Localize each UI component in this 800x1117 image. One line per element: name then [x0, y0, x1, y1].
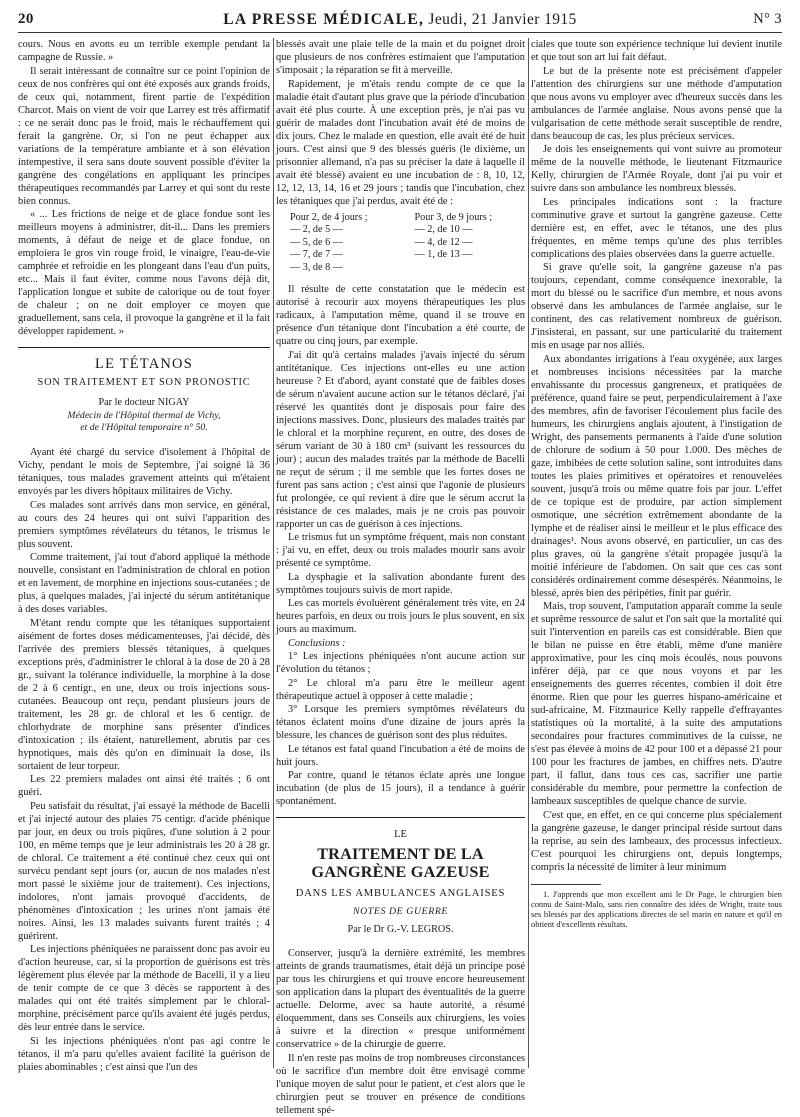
table-row — [276, 212, 525, 225]
col1-continued-text — [18, 38, 270, 338]
table-cell — [401, 262, 526, 275]
paragraph: C'est que, en effet, en ce qui concerne plus spécialement la gangrène gazeuse, le danger principal réside surtout dans la reprise, au sein des lambeaux, des processus infectieux. C'est pourquoi les chirurgiens ont, depuis longtemps, compris la nécessité de limiter à leur minimum — [531, 809, 782, 873]
col2-middle-text — [276, 283, 525, 636]
paragraph: Si les injections phéniquées n'ont pas agi contre le tétanos, il m'a paru qu'elles avaient facilité la guérison de plaies abominables ; c'est ainsi que l'un des — [18, 1035, 270, 1073]
paragraph: Peu satisfait du résultat, j'ai essayé la méthode de Bacelli et j'ai injecté autour des plaies 75 centigr. d'acide phénique par jour, en deux ou trois piqûres, d'une solution à 2 pour 100, en même temps que je leur administrais les 20 à 28 gr. de chloral. Ce traitement a été continué chez ceux qui ont survécu pendant sept jours (or, aucun de nos malades n'est mort passé le sixième jour de traitement). Ces injections, indolores, n'ont jamais provoqué d'accidents, de phénomènes d'intoxication ; les urines n'ont jamais été noires. Ainsi, les 13 malades suivants furent traités ; 4 guérirent. — [18, 800, 270, 942]
paragraph: Par contre, quand le tétanos éclate après une longue incubation (de plus de 15 jours), il a tendance à guérir spontanément. — [276, 770, 525, 808]
journal-name: LA PRESSE MÉDICALE, — [223, 11, 425, 28]
paragraph: ciales que toute son expérience technique lui devient inutile et que tout son art lui fait défaut. — [531, 39, 782, 63]
incubation-table — [276, 212, 525, 275]
paragraph: Je dois les enseignements qui vont suivre au promoteur même de la nouvelle méthode, le lieutenant Fitzmaurice Kelly, chirurgien de l'Armée Royale, dont j'ai pu voir et suivre dans son ambulance les nombreux blessés. — [531, 144, 782, 194]
article1-body — [18, 446, 270, 1074]
conclusions-list — [276, 650, 525, 808]
journal-title — [18, 11, 782, 29]
paragraph: J'ai dit qu'à certains malades j'avais injecté du sérum antitétanique. Ces injections ont-elles eu une action heureuse ? Et d'abord, ayant constaté que de faibles doses de sérum n'avaient aucune action sur le tétanos déclaré, j'ai réservé les quantités dont je disposais pour faire des injections massives. Donc, plusieurs des malades traités par le chloral et la morphine reçurent, en outre, des doses de sérum variant de 30 à 180 cm³ (suivant les ressources du jour) ; aucun des malades traités par la méthode de Bacelli ne reçut de sérum ; il me semble que les fortes doses ne furent pas sans action ; c'est ainsi que l'agonie de plusieurs fut prolongée, ce qui revient à dire que le sérum accrut la résistance de ces malades, mais je ne crois pas pouvoir rapporter un cas de guérison à ces injections. — [276, 349, 525, 530]
paragraph: Rapidement, je m'étais rendu compte de ce que la maladie était d'autant plus grave que la période d'incubation avait été plus courte. À une exception près, je n'ai pas vu guérir de malades dont l'incubation avait été de moins de dix jours. Chez le malade en question, elle avait été de huit jours. C'est ainsi que 9 des blessés guéris (le dixième, un prisonnier allemand, n'a pas su préciser la date à laquelle il avait été blessé) avaient eu une incubation de : 8, 10, 12, 12, 12, 13, 14, 16 et 29 jours ; tandis que l'incubation, chez les tétaniques que j'ai perdus, avait été de : — [276, 78, 525, 207]
article1-affiliation — [18, 410, 270, 434]
footnote: 1. J'apprends que mon excellent ami le Dr Page, le chirurgien bien connu de Saint-Malo, sans rien connaître des idées de Wright, traite tous ses blessés par des applications directes de sel marin en nature et qu'il en obtient d'excellents résultats. — [531, 889, 782, 930]
article2-le: LE — [394, 829, 407, 841]
paragraph: Ces malades sont arrivés dans mon service, en général, au cours des 24 heures qui ont suivi l'apparition des premiers symptômes révélateurs du tétanos, le trismus le plus souvent. — [18, 499, 270, 550]
article2-title: TRAITEMENT DE LA GANGRÈNE GAZEUSE — [311, 845, 490, 882]
paragraph: « ... Les frictions de neige et de glace fondue sont les meilleurs moyens à administrer, dit-il... Dans les premiers moments, à défaut de neige et de glace fondue, on emploiera le gros vin rouge froid, le vinaigre, l'eau-de-vie camphrée et refroidie en les plongeant dans l'eau d'un puits, etc... Mais il faut éviter, comme nous l'avons déjà dit, l'application longue et subite de calorique ou de tout foyer de chaleur ; on ne doit employer ce moyen que graduellement, sans cela, il provoque la gangrène et il la fait développer rapidement. » — [18, 209, 270, 337]
table-cell: — 4, de 12 — — [414, 236, 473, 248]
article-separator — [18, 347, 270, 348]
paragraph: Conserver, jusqu'à la dernière extrémité, les membres atteints de grands traumatismes, était déjà un principe posé par tous les chirurgiens et qui trouve encore heureusement son application dans la plupart des éventualités de la guerre actuelle. Delorme, avec sa haute autorité, a résumé éloquemment, dans ses Conseils aux chirurgiens, les voies à suivre et la direction « presque uniformément conservatrice » de la chirurgie de guerre. — [276, 948, 525, 1051]
article2-subtitle: DANS LES AMBULANCES ANGLAISES — [295, 888, 506, 900]
affiliation-line-1: Médecin de l'Hôpital thermal de Vichy, — [67, 410, 221, 421]
paragraph: Il serait intéressant de connaître sur ce point l'opinion de ceux de nos confrères qui ont été exposés aux grands froids, de ceux qui, notamment, firent partie de l'expédition Charcot. Mais on vient de voir que Larrey est très affirmatif : ce ne serait donc pas le froid, mais le réchauffement qui ferait la gangrène. Or, si l'on ne peut échapper aux variations de la température ambiante et à son élévation intempestive, il sera sans doute souvent possible d'éviter la gangrène des congélations en appliquant les principes thérapeutiques recommandés par Larrey et qui sont du reste bien connus. — [18, 65, 270, 207]
paragraph: 2° Le chloral m'a paru être le meilleur agent thérapeutique actuel à opposer à cette maladie ; — [276, 677, 525, 702]
article1-author: Par le docteur NIGAY — [98, 397, 190, 408]
column-2 — [276, 38, 525, 1116]
paragraph: Les 22 premiers malades ont ainsi été traités ; 6 ont guéri. — [18, 774, 270, 798]
article2-body — [276, 947, 525, 1117]
table-row — [276, 224, 525, 237]
table-row — [276, 262, 525, 275]
issue-number: N° 3 — [753, 11, 782, 27]
paragraph: Comme traitement, j'ai tout d'abord appliqué la méthode nouvelle, consistant en l'administration de chloral en potion et en lavement, de morphine en injections sous-cutanées ; de plus, à quelques malades, j'ai injecté du sérum antitétanique à des doses variables. — [18, 552, 270, 615]
issue-date: Jeudi, 21 Janvier 1915 — [428, 11, 577, 28]
table-cell: — 5, de 6 — — [290, 236, 343, 248]
table-cell: — 2, de 5 — — [290, 224, 343, 236]
column-1 — [18, 38, 270, 1076]
paragraph: M'étant rendu compte que les tétaniques supportaient aisément de fortes doses médicamenteuses, j'ai décidé, dès l'arrivée des premiers blessés tétaniques, à quelques exceptions près, d'administrer le chloral à la dose de 20 à 28 gr., suivant la tolérance individuelle, la morphine à la dose de 2 à 6 centigr., en une, deux ou trois injections sous-cutanées. Beaucoup ont reçu, pendant plusieurs jours de traitement, les 28 gr. de chloral et les 6 centigr. de chlorhydrate de morphine sans présenter d'indices d'intoxication ; ils étaient, naturellement, abrutis par ces hypnotiques, mais dès qu'on en diminuait la dose, ils sortaient de leur torpeur. — [18, 617, 270, 772]
paragraph: Si grave qu'elle soit, la gangrène gazeuse n'a pas toujours, cependant, comme conséquence inexorable, la mort du blessé ou le sacrifice d'un membre, et nous avons observé dans les ambulances de l'armée anglaise, sur le continent, des cas relativement nombreux de guérison. J'insisterai, en passant, sur une particularité du traitement mis en usage par nos alliés. — [531, 262, 782, 351]
paragraph: Il n'en reste pas moins de trop nombreuses circonstances où le sacrifice d'un membre doit être envisagé comme l'unique moyen de salut pour le patient, et c'est alors que le chirurgien peut se trouver en présence de conditions tellement spé- — [276, 1052, 525, 1116]
paragraph: Les cas mortels évoluèrent généralement très vite, en 24 heures parfois, en deux ou trois jours le plus souvent, en six jours au maximum. — [276, 598, 525, 636]
paragraph: Mais, trop souvent, l'amputation apparaît comme la seule et suprême ressource de salut et l'on sait que la mortalité qui suit l'intervention en pareils cas est considérable. Bien que le bilan ne puisse en être établi, même d'une manière approximative, pour les cinq mois écoulés, nous pouvons inférer déjà, par ce que nous voyons et par les enseignements des guerres récentes, combien il doit être énorme. Rien que pour les guerres hispano-américaine et sud-africaine, M. Fitzmaurice Kelly rappelle d'effrayantes statistiques où la mortalité, à la suite des amputations secondaires pour fractures comminutives de la cuisse, ne s'est pas élevée à moins de 42 pour 100 et a dépassé 21 pour 100 pour les fractures de jambes, en chiffres nets. D'autre part, il fallut, dans tous ces cas, sacrifier une partie considérable du membre, pour permettre la confection de lambeaux susceptibles de quelque chance de survie. — [531, 601, 782, 807]
article-separator — [276, 817, 525, 818]
paragraph: Les principales indications sont : la fracture comminutive grave et surtout la gangrène gazeuse. Cette dernière est, en effet, avec le tétanos, une des plus fréquentes, en même temps qu'une des plus terribles complications des plaies observées dans la guerre actuelle. — [531, 196, 782, 260]
table-cell: Pour 3, de 9 jours ; — [414, 211, 493, 223]
article1-title: LE TÉTANOS — [95, 356, 193, 372]
table-cell: — 2, de 10 — — [414, 224, 473, 236]
paragraph: Aux abondantes irrigations à l'eau oxygénée, aux larges et nombreuses incisions nécessitées par la marche envahissante du processus gangreneux, et pratiquées de préférence, quand faire se peut, perpendiculairement à l'axe des membres, afin de favoriser l'écoulement plus facile des humeurs, les chirurgiens anglais ajoutent, à l'instigation de Wright, des pansements permanents à l'aide d'une solution de chlorure de sodium à 50 pour 1.000. Des mèches de gaze, imbibées de cette solution saline, sont introduites dans toutes les plaies primitives et opératoires et renouvelées souvent, jusqu'à trois ou même quatre fois par jour. L'effet de ce topique est de produire, par action simplement osmotique, une sécrétion extrêmement abondante de la lymphe et de réaliser ainsi le meilleur et le plus efficace des drainages¹. Nous avons observé, en particulier, un cas des plus graves, où la gangrène s'était propagée jusqu'à la moitié inférieure de l'abdomen. On sait que ces cas sont considérés ordinairement comme désespérés. Néanmoins, le blessé, après bien des péripéties, finit par guérir. — [531, 353, 782, 599]
table-row — [276, 249, 525, 262]
article2-author: Par le Dr G.-V. LEGROS. — [347, 924, 454, 936]
col3-text — [531, 38, 782, 874]
column-divider-1 — [273, 38, 274, 1068]
paragraph: 3° Lorsque les premiers symptômes révélateurs du tétanos éclatent moins d'une dizaine de jours après la blessure, les chances de guérison sont des plus réduites. — [276, 704, 525, 742]
running-header — [18, 8, 782, 30]
paragraph: Il résulte de cette constatation que le médecin est autorisé à recourir aux moyens thérapeutiques les plus radicaux, à l'amputation même, quand il se trouve en présence d'un tétanique dont l'incubation a été courte, de quatre ou cinq jours, par exemple. — [276, 284, 525, 348]
paragraph: Le tétanos est fatal quand l'incubation a été de moins de huit jours. — [276, 743, 525, 768]
paragraph: Le but de la présente note est précisément d'appeler l'attention des chirurgiens sur une méthode d'amputation que nous avons vu employer avec d'heureux succès dans les ambulances de l'armée anglaise. Nous avons pensé que la vulgarisation de cette méthode serait susceptible de rendre, dans beaucoup de cas, les plus précieux services. — [531, 65, 782, 142]
paragraph: Le trismus fut un symptôme fréquent, mais non constant : j'ai vu, en effet, deux ou trois malades mourir sans avoir présenté ce symptôme. — [276, 532, 525, 570]
article1-subtitle: SON TRAITEMENT ET SON PRONOSTIC — [37, 377, 251, 388]
column-divider-2 — [528, 38, 529, 1068]
paragraph: Ayant été chargé du service d'isolement à l'hôpital de Vichy, pendant le mois de Septembre, j'ai soigné là 36 tétaniques, tous malades gravement atteints qui m'étaient envoyés par les divers hôpitaux militaires de Vichy. — [18, 447, 270, 497]
affiliation-line-2: et de l'Hôpital temporaire n° 50. — [80, 422, 208, 433]
paragraph: Les injections phéniquées ne paraissent donc pas avoir eu d'action heureuse, car, si la proportion de guérisons est très légèrement plus élevée par la méthode de Bacelli, il y a lieu de tenir compte de ce que 3 décès se rapportent à des malades qui ont été traités simplement par le chloral-morphine, précisément parce qu'ils avaient été jugés perdus, dès leur entrée dans le service. — [18, 944, 270, 1033]
paragraph: cours. Nous en avons eu un terrible exemple pendant la campagne de Russie. » — [18, 39, 270, 63]
paragraph: blessés avait une plaie telle de la main et du poignet droit que plusieurs de nos confrères estimaient que l'amputation s'imposait ; la réparation se fit à merveille. — [276, 39, 525, 76]
header-rule — [18, 32, 782, 33]
table-cell: Pour 2, de 4 jours ; — [290, 211, 368, 223]
table-cell: — 7, de 7 — — [290, 249, 343, 261]
footnote-rule — [531, 884, 601, 885]
article2-notes: NOTES DE GUERRE — [353, 906, 448, 918]
paragraph: La dysphagie et la salivation abondante furent des symptômes toujours suivis de mort rapide. — [276, 571, 525, 596]
conclusions-label: Conclusions : — [288, 637, 346, 649]
table-cell: — 1, de 13 — — [414, 249, 473, 261]
table-row — [276, 237, 525, 250]
paragraph: 1° Les injections phéniquées n'ont aucune action sur l'évolution du tétanos ; — [276, 651, 525, 676]
page-number: 20 — [18, 11, 34, 27]
col2-continued-text — [276, 38, 525, 208]
column-3 — [531, 38, 782, 1076]
table-cell: — 3, de 8 — — [290, 261, 343, 273]
